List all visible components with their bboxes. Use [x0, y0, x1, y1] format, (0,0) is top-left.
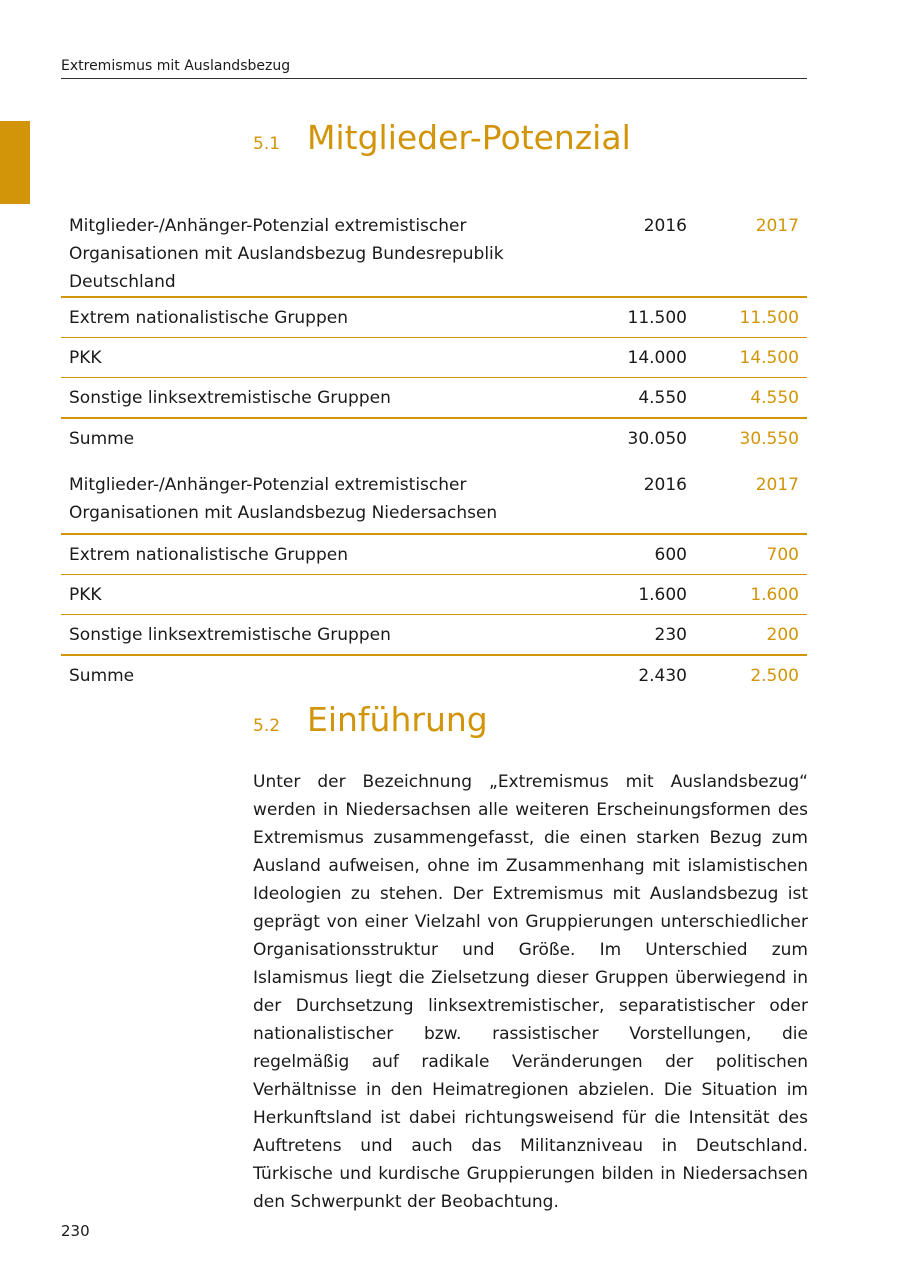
- table-caption: Mitglieder-/Anhänger-Potenzial extremistischer Organisationen mit Auslandsbezug Niedersachsen: [69, 475, 498, 523]
- table-lower-saxony: [61, 471, 807, 695]
- chapter-side-tab: [0, 121, 30, 204]
- table-federal: [61, 212, 807, 458]
- section-title: Mitglieder-Potenzial: [307, 118, 631, 157]
- table-caption: Mitglieder-/Anhänger-Potenzial extremistischer Organisationen mit Auslandsbezug Bundesrepublik Deutschland: [69, 216, 504, 292]
- table-row: [61, 378, 807, 419]
- running-header: Extremismus mit Auslandsbezug: [61, 58, 807, 79]
- table-header-row: [61, 212, 807, 297]
- column-header-2017: 2017: [755, 475, 799, 495]
- section-heading-5-2: [253, 700, 488, 739]
- section-number: 5.1: [253, 134, 281, 154]
- row-label: Sonstige linksextremistische Gruppen: [69, 624, 391, 645]
- row-label: PKK: [69, 584, 102, 605]
- value-2017: 1.600: [750, 584, 799, 605]
- value-2016: 11.500: [627, 307, 687, 328]
- value-2016: 230: [654, 624, 687, 645]
- row-label: Sonstige linksextremistische Gruppen: [69, 387, 391, 408]
- table-header-row: [61, 471, 807, 534]
- value-2017: 14.500: [739, 347, 799, 368]
- table-row: [61, 615, 807, 656]
- column-header-2016: 2016: [643, 216, 687, 236]
- row-label: Extrem nationalistische Gruppen: [69, 544, 348, 565]
- value-2016: 2.430: [638, 665, 687, 686]
- row-label: PKK: [69, 347, 102, 368]
- section-title: Einführung: [307, 700, 488, 739]
- table-sum-row: [61, 655, 807, 695]
- column-header-2016: 2016: [643, 475, 687, 495]
- value-2016: 1.600: [638, 584, 687, 605]
- value-2017: 200: [766, 624, 799, 645]
- section-number: 5.2: [253, 716, 281, 736]
- column-header-2017: 2017: [755, 216, 799, 236]
- row-label: Summe: [69, 665, 135, 686]
- value-2017: 700: [766, 544, 799, 565]
- table-row: [61, 575, 807, 615]
- value-2016: 14.000: [627, 347, 687, 368]
- table-row: [61, 338, 807, 378]
- section-heading-5-1: [253, 118, 631, 157]
- value-2017: 4.550: [750, 387, 799, 408]
- value-2017: 11.500: [739, 307, 799, 328]
- value-2017: 30.550: [739, 428, 799, 449]
- row-label: Extrem nationalistische Gruppen: [69, 307, 348, 328]
- value-2017: 2.500: [750, 665, 799, 686]
- body-paragraph: Unter der Bezeichnung „Extremismus mit Auslandsbezug“ werden in Niedersachsen alle weiteren Erscheinungsformen des Extremismus zusammengefasst, die einen starken Bezug zum Ausland aufweisen, ohne im Zusammenhang mit islamistischen Ideologien zu stehen. Der Extremismus mit Auslandsbezug ist geprägt von einer Vielzahl von Gruppierungen unterschiedlicher Organisationsstruktur und Größe. Im Unterschied zum Islamismus liegt die Zielsetzung dieser Gruppen überwiegend in der Durchsetzung linksextremistischer, separatistischer oder nationalistischer bzw. rassistischer Vorstellungen, die regelmäßig auf radikale Veränderungen der politischen Verhältnisse in den Heimatregionen abzielen. Die Situation im Herkunftsland ist dabei richtungsweisend für die Intensität des Auftretens und auch das Militanzniveau in Deutschland. Türkische und kurdische Gruppierungen bilden in Niedersachsen den Schwerpunkt der Beobachtung.: [253, 772, 808, 1212]
- row-label: Summe: [69, 428, 135, 449]
- table-sum-row: [61, 418, 807, 458]
- value-2016: 600: [654, 544, 687, 565]
- value-2016: 30.050: [627, 428, 687, 449]
- value-2016: 4.550: [638, 387, 687, 408]
- table-row: [61, 297, 807, 338]
- table-row: [61, 534, 807, 575]
- page-number: 230: [61, 1222, 90, 1240]
